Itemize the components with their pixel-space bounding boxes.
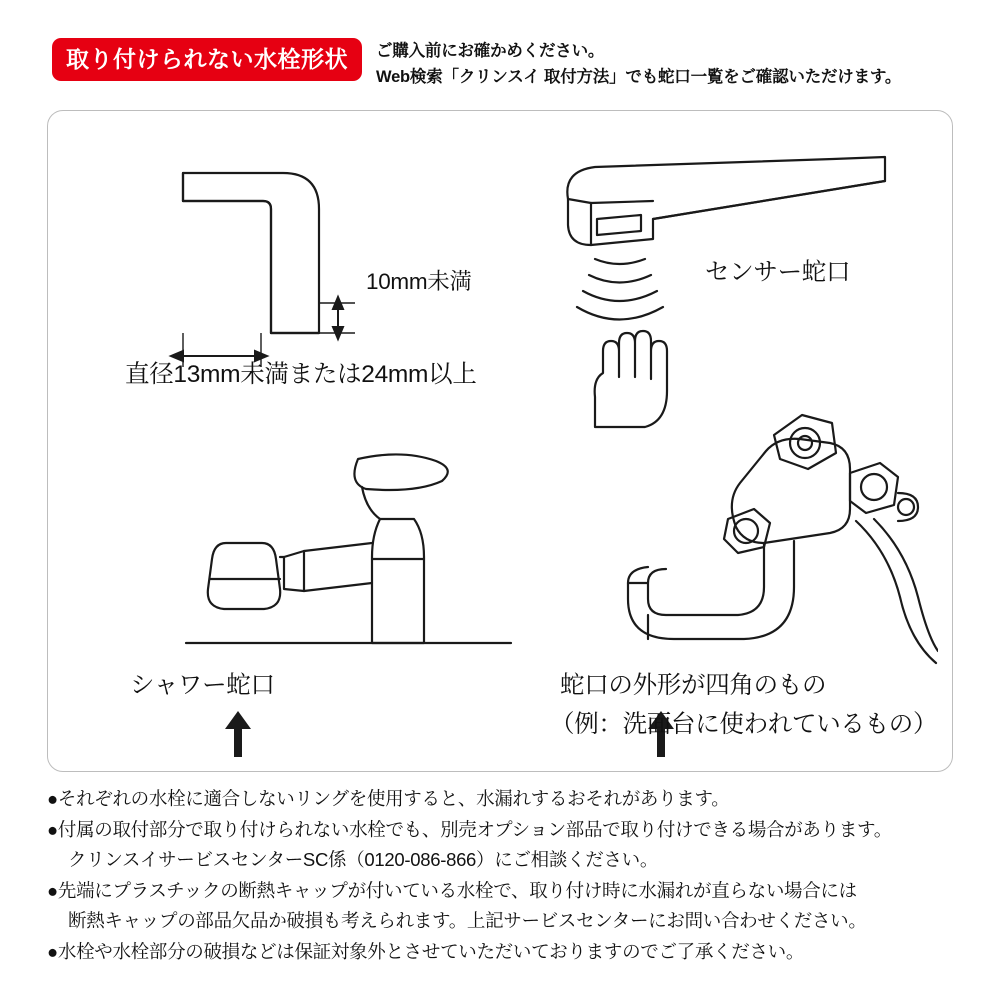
header-note	[376, 38, 901, 90]
note-line: ●それぞれの水栓に適合しないリングを使用すると、水漏れするおそれがあります。	[47, 788, 730, 809]
note-item	[47, 937, 967, 967]
caption-spout-diameter: 直径13mm未満または24mm以上	[125, 361, 477, 388]
note-line-cont: クリンスイサービスセンターSC係（0120-086-866）にご相談ください。	[68, 848, 659, 870]
note-line: ●水栓や水栓部分の破損などは保証対象外とさせていただいておりますのでご了承ください。	[47, 940, 805, 962]
caption-sensor-faucet: センサー蛇口	[705, 259, 851, 286]
note-item	[47, 876, 967, 936]
header	[52, 38, 952, 96]
header-note-line2: Web検索「クリンスイ 取付方法」でも蛇口一覧をご確認いただけます。	[376, 67, 902, 86]
figures-panel	[47, 110, 953, 772]
section-title-badge: 取り付けられない水栓形状	[52, 38, 362, 81]
note-line: ●付属の取付部分で取り付けられない水栓でも、別売オプション部品で取り付けできる場合があります。	[47, 818, 892, 840]
note-line-cont: 断熱キャップの部品欠品か破損も考えられます。上記サービスセンターにお問い合わせください。	[68, 909, 867, 931]
note-item	[47, 784, 967, 814]
arrow-shower-faucet	[223, 711, 253, 759]
note-item	[47, 815, 967, 875]
header-note-line1: ご購入前にお確かめください。	[376, 42, 605, 60]
caption-shower-faucet: シャワー蛇口	[130, 672, 275, 699]
caption-square-faucet-line2: （例：洗面台に使われているもの）	[550, 711, 938, 738]
note-line: ●先端にプラスチックの断熱キャップが付いている水栓で、取り付け時に水漏れが直らない場合には	[47, 879, 857, 901]
dimension-label-10mm: 10mm未満	[366, 269, 472, 294]
figure-square-faucet	[588, 401, 938, 681]
figure-spout-diameter	[123, 151, 413, 381]
figure-shower-faucet	[166, 431, 516, 661]
footer-notes	[47, 784, 967, 968]
caption-square-faucet-line1: 蛇口の外形が四角のもの	[560, 672, 827, 699]
